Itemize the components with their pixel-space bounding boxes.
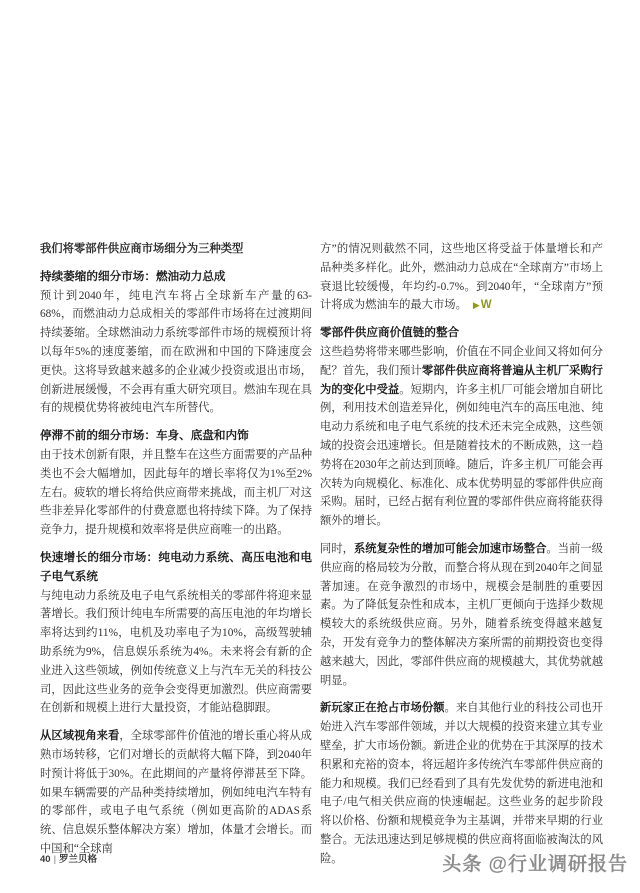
para-shrinking-segment: 预计到2040年，纯电汽车将占全球新车产量的63-68%，而燃油动力总成相关的零部件市场将在过渡期间持续萎缩。全球燃油动力系统零部件市场的规模预计将以每年5%的速度萎缩，而在欧洲和中国的下降速度会更快。这将导致越来越多的企业减少投资或退出市场，创新进展缓慢，不会再有重大研究项目。燃油车现在具有的规模优势将被纯电汽车所替代。	[40, 289, 312, 415]
regional-view-text: ，全球零部件价值池的增长重心将从成熟市场转移，它们对增长的贡献将大幅下降，到2040年时预计将低于30%。在此期间的产量将停滞甚至下降。如果车辆需要的产品种类持续增加，例如纯电汽车特有的零部件，或电子电气系统（例如更高阶的ADAS系统、信息娱乐整体解决方案）增加，体量才会增长。而中国和“全球南	[40, 730, 312, 855]
heading-fast-growth-segment: 快速增长的细分市场：纯电动力系统、高压电池和电子电气系统	[40, 550, 312, 583]
page-number: 40	[40, 854, 51, 865]
para-regional-continuation	[320, 240, 603, 315]
complexity-text-2: 。当前一级供应商的格局较为分散，而整合将从现在到2040年之间显著加速。在竞争激烈的市场中，规模会是制胜的重要因素。为了降低复杂性和成本，主机厂更倾向于选择少数规模较大的系统级供应商。另外，随着系统变得越来越复杂，开发有竞争力的整体解决方案所需的前期投资也变得越来越大，因此，零部件供应商的规模越大，其优势就越明显。	[320, 542, 603, 687]
page-footer	[40, 851, 97, 865]
para-regional-view	[40, 727, 312, 859]
para-new-players	[320, 699, 603, 868]
reference-marker-label: W	[480, 299, 492, 312]
heading-stagnant-segment: 停滞不前的细分市场：车身、底盘和内饰	[40, 429, 249, 443]
complexity-emphasis: 系统复杂性的增加可能会加速市场整合	[353, 542, 547, 555]
reference-marker	[473, 299, 492, 311]
para-stagnant-segment: 由于技术创新有限，并且整车在这些方面需要的产品种类也不会大幅增加，因此每年的增长率将仅为1%至2%左右。疲软的增长将给供应商带来挑战，而主机厂对这些非差异化零部件的付费意愿也将持续下降。为了保持竞争力，提升规模和效率将是供应商唯一的出路。	[40, 448, 312, 537]
regional-view-lead: 从区域视角来看	[40, 730, 120, 743]
para-fast-growth-segment: 与纯电动力系统及电子电气系统相关的零部件将迎来显著增长。我们预计纯电车所需要的高压电池的年均增长率将达到约11%，电机及功率电子为10%，高级驾驶辅助系统为9%，信息娱乐系统为4%。未来将会有新的企业进入这些领域，例如传统意义上与汽车无关的科技公司，因此这些业务的竞争会变得更加激烈。供应商需要在创新和规模上进行大量投资，才能站稳脚跟。	[40, 589, 312, 715]
right-column	[320, 240, 603, 878]
section-intro: 我们将零部件供应商市场细分为三种类型	[40, 243, 244, 255]
supplier-benefit-text-1: 这些趋势将带来哪些影响，价值在不同企业间又将如何分配？首先，我们预计	[320, 345, 603, 377]
heading-shrinking-segment: 持续萎缩的细分市场：燃油动力总成	[40, 269, 226, 283]
two-column-layout	[40, 240, 603, 878]
brand-name: 罗兰贝格	[59, 854, 98, 865]
watermark: 头条 @行业调研报告	[442, 854, 628, 875]
supplier-benefit-text-2: 。短期内，许多主机厂可能会增加自研比例，利用技术创造差异化，例如纯电汽车的高压电池、纯电动力系统和电子电气系统的技术还未完全成熟，这些领域的投资会迅速增长。但是随着技术的不断成熟，这一趋势将在2030年之前达到顶峰。随后，许多主机厂可能会再次转为向规模化、标准化、成本优势明显的零部件供应商采购。届时，已经占据有利位置的零部件供应商将能获得额外的增长。	[320, 383, 603, 528]
triangle-icon: ▶	[472, 300, 481, 311]
para-complexity-consolidation	[320, 540, 603, 690]
footer-separator: |	[53, 854, 57, 865]
para-supplier-benefit	[320, 343, 603, 531]
supplier-benefit-emphasis: 零部件供应商将普遍从主机厂采购行为的变化中受益	[320, 364, 603, 396]
left-column	[40, 240, 312, 878]
regional-continuation-text: 方”的情况则截然不同，这些地区将受益于体量增长和产品种类多样化。此外，燃油动力总成在“全球南方”市场上衰退比较缓慢，年均约-0.7%。到2040年，“全球南方”预计将成为燃油车的最大市场。	[320, 243, 603, 312]
complexity-text-1: 同时，	[320, 542, 354, 555]
new-players-text: 。来自其他行业的科技公司也开始进入汽车零部件领域，并以大规模的投资来建立其专业壁垒，扩大市场份额。新进企业的优势在于其深厚的技术积累和充裕的资本，将远超许多传统汽车零部件供应商的能力和规模。我们已经看到了具有先发优势的新进电池和电子/电气相关供应商的快速崛起。这些业务的起步阶段将以价格、份额和规模竞争为主基调，并带来早期的行业整合。无法迅速达到足够规模的供应商将面临被淘汰的风险。	[320, 702, 603, 865]
new-players-emphasis: 新玩家正在抢占市场份额	[320, 702, 445, 715]
heading-value-chain-consolidation: 零部件供应商价值链的整合	[320, 326, 460, 340]
